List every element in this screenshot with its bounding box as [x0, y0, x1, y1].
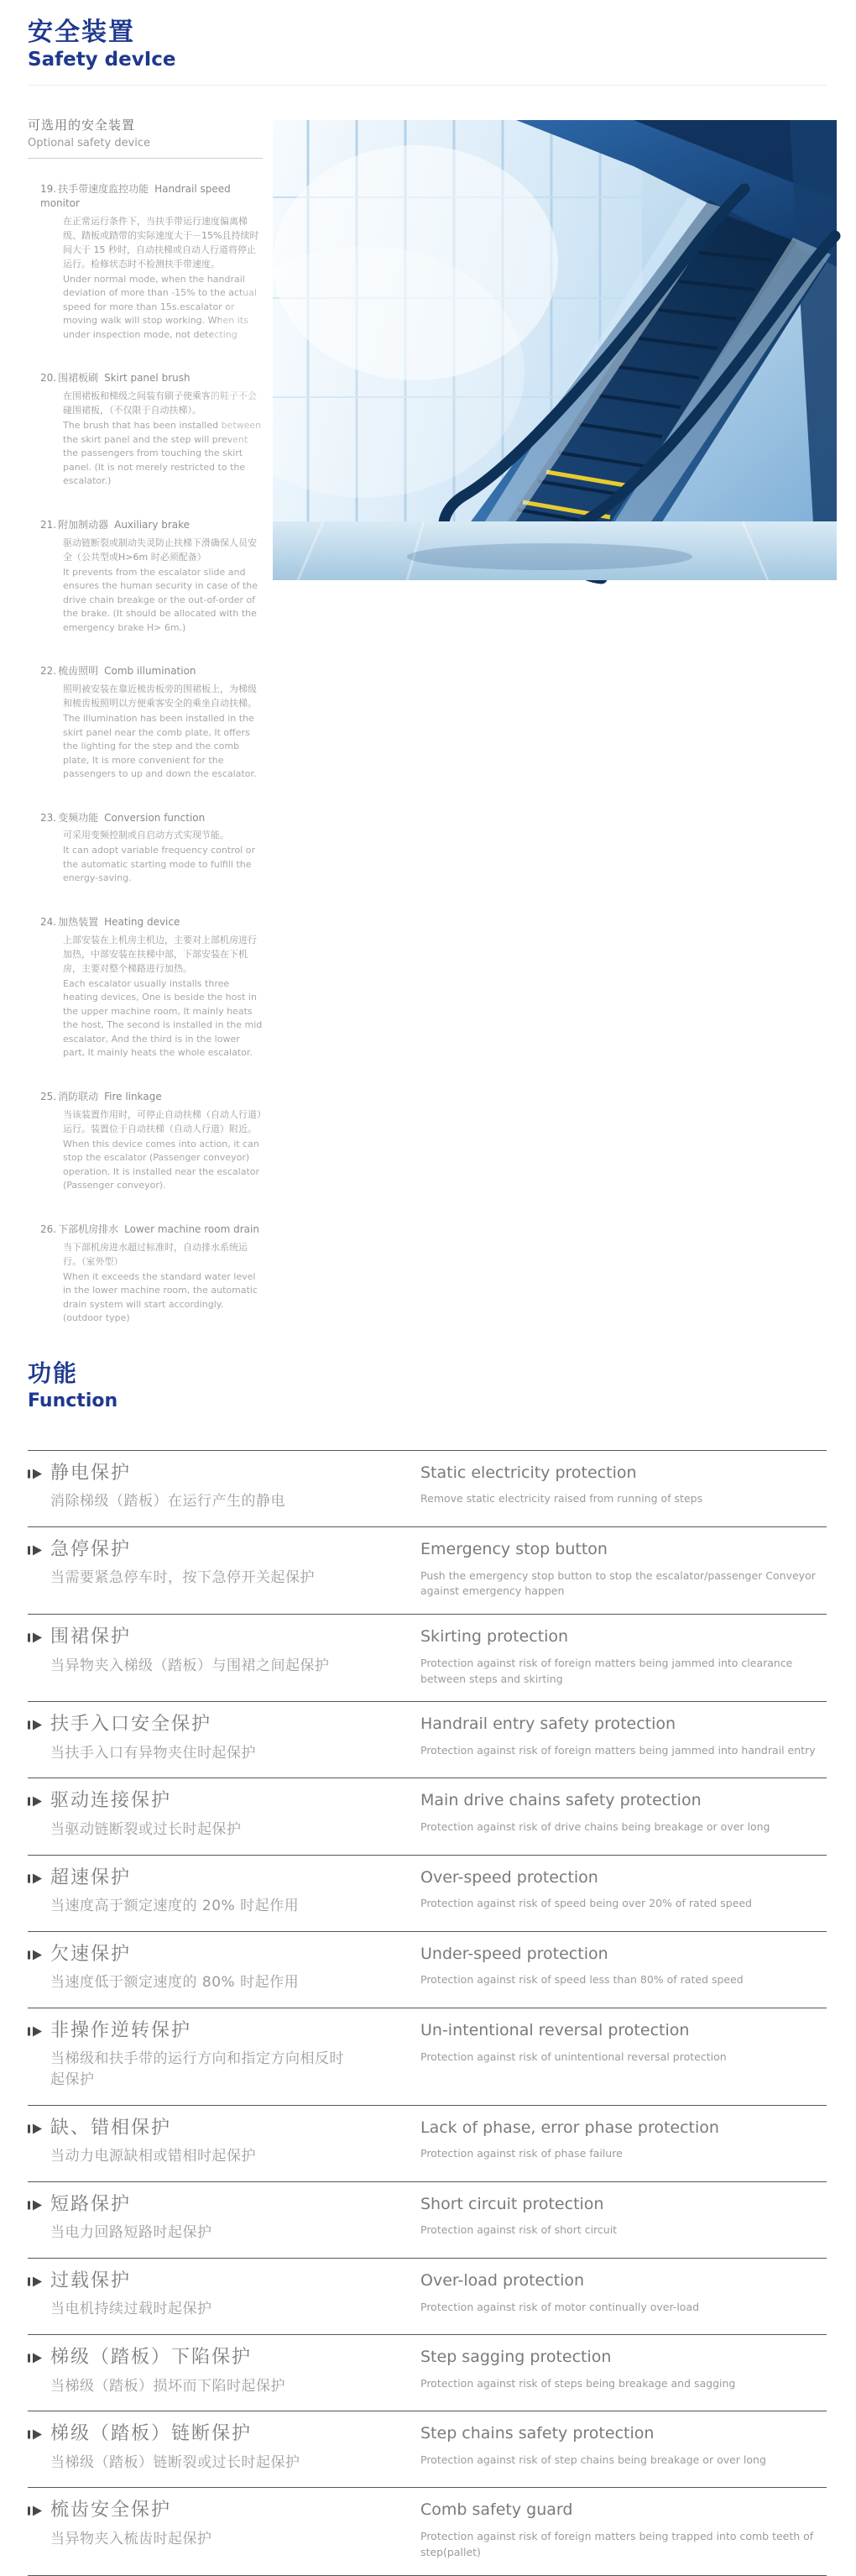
- device-title: [40, 664, 263, 678]
- device-desc-cn: 可采用变频控制或自启动方式实现节能。: [63, 830, 229, 841]
- function-name-cn: 梯级（踏板）链断保护: [50, 2423, 253, 2445]
- function-desc-cn: 当电力回路短路时起保护: [50, 2224, 212, 2242]
- table-row: [28, 2105, 827, 2181]
- device-number: 26.: [40, 1223, 57, 1235]
- table-row: [28, 1526, 827, 1614]
- row-english: [420, 2422, 827, 2469]
- device-number: 20.: [40, 372, 57, 385]
- function-name-en: Emergency stop button: [420, 1539, 608, 1558]
- list-item: [28, 915, 263, 1060]
- device-title-en: Conversion function: [104, 811, 206, 824]
- function-desc-en: Protection against risk of foreign matters being jammed into clearance between steps and skirting: [420, 1656, 793, 1685]
- row-english: [420, 1538, 827, 1600]
- function-desc-cn: 当速度高于额定速度的 20% 时起作用: [50, 1898, 300, 1915]
- list-item: [28, 664, 263, 781]
- device-title-en: Lower machine room drain: [124, 1223, 259, 1235]
- device-title: [40, 915, 263, 929]
- device-desc-cn: 在正常运行条件下，当扶手带运行速度偏离梯级、踏板或踏带的实际速度大于－15%且持续时间大于 15 秒时，自动扶梯或自动人行道将停止运行。检修状态时不检测扶手带速度。: [63, 215, 259, 270]
- function-desc-cn: 当梯级（踏板）链断裂或过长时起保护: [50, 2453, 300, 2471]
- table-row: [28, 2008, 827, 2105]
- device-number: 22.: [40, 665, 57, 678]
- device-title-en: Skirt panel brush: [104, 372, 191, 385]
- play-arrow-icon: [28, 1949, 42, 1961]
- row-english: [420, 1713, 827, 1759]
- page-title: 安全装置: [28, 18, 135, 47]
- table-row: [28, 1778, 827, 1854]
- function-name-en: Short circuit protection: [420, 2194, 604, 2213]
- device-desc-en: The brush that has been installed between the skirt panel and the step will prevent the passengers from touching the skirt panel. (It is not merely restricted to the escalator.): [63, 420, 262, 487]
- play-arrow-icon: [28, 2275, 42, 2288]
- function-desc-cn: 当电机持续过载时起保护: [50, 2301, 212, 2318]
- play-arrow-icon: [28, 1795, 42, 1808]
- function-desc-en: Protection against risk of speed less than 80% of rated speed: [420, 1973, 744, 1987]
- table-row: [28, 1701, 827, 1778]
- device-title-cn: 下部机房排水: [58, 1223, 119, 1235]
- function-desc-en: Remove static electricity raised from running of steps: [420, 1492, 703, 1505]
- play-arrow-icon: [28, 1631, 42, 1644]
- row-english: [420, 2499, 827, 2560]
- row-chinese: [28, 2270, 420, 2320]
- function-desc-cn: 当驱动链断裂或过长时起保护: [50, 1820, 242, 1838]
- row-english: [420, 2270, 827, 2316]
- function-title-english: Function: [28, 1390, 118, 1411]
- function-name-en: Static electricity protection: [420, 1463, 637, 1482]
- function-desc-cn: 当梯级（踏板）损坏而下陷时起保护: [50, 2377, 285, 2395]
- device-number: 25.: [40, 1090, 57, 1102]
- function-name-cn: 围裙保护: [50, 1626, 132, 1647]
- function-desc-en: Protection against risk of foreign matters being jammed into handrail entry: [420, 1744, 816, 1757]
- function-name-cn: 静电保护: [50, 1462, 132, 1484]
- function-name-en: Comb safety guard: [420, 2500, 573, 2520]
- device-title: [40, 1223, 263, 1237]
- function-name-en: Step chains safety protection: [420, 2424, 655, 2443]
- device-desc-cn: 当下部机房进水超过标准时，自动排水系统运行。（室外型）: [63, 1241, 248, 1267]
- function-desc-en: Protection against risk of steps being breakage and sagging: [420, 2376, 736, 2390]
- device-title: [40, 518, 263, 532]
- device-title-cn: 梳齿照明: [58, 665, 99, 678]
- function-desc-cn: 当需要紧急停车时，按下急停开关起保护: [50, 1569, 315, 1587]
- row-chinese: [28, 2193, 420, 2244]
- function-desc-cn: 消除梯级（踏板）在运行产生的静电: [50, 1493, 285, 1511]
- table-row: [28, 2487, 827, 2574]
- row-english: [420, 2193, 827, 2239]
- play-arrow-icon: [28, 2428, 42, 2441]
- function-name-en: Un-intentional reversal protection: [420, 2020, 690, 2039]
- row-english: [420, 2019, 827, 2066]
- section-subtitle-english: Optional safety device: [28, 137, 151, 150]
- row-chinese: [28, 1462, 420, 1512]
- device-desc-en: Each escalator usually installs three heating devices, One is beside the host in the upper machine room, It mainly heats the host, The second is installed in the mid escalator, And the third is in the lower part, It mainly heats the whole escalator.: [63, 977, 263, 1059]
- device-title-cn: 消防联动: [58, 1090, 99, 1102]
- section-subtitle: 可选用的安全装置: [28, 118, 136, 134]
- function-desc-en: Protection against risk of speed being over 20% of rated speed: [420, 1897, 752, 1910]
- function-name-cn: 过载保护: [50, 2270, 132, 2291]
- table-row: [28, 2181, 827, 2258]
- function-name-en: Step sagging protection: [420, 2348, 612, 2367]
- device-title-cn: 围裙板刷: [58, 372, 99, 385]
- table-row: [28, 1855, 827, 1931]
- device-title: [40, 182, 263, 211]
- play-arrow-icon: [28, 1719, 42, 1731]
- device-body: [63, 933, 263, 1060]
- table-row: [28, 1450, 827, 1526]
- function-desc-cn: 当梯级和扶手带的运行方向和指定方向相反时起保护: [50, 2050, 344, 2088]
- device-desc-cn: 当该装置作用时，可停止自动扶梯（自动人行道）运行。装置位于自动扶梯（自动人行道）附近。: [63, 1108, 262, 1134]
- row-english: [420, 2346, 827, 2392]
- row-chinese: [28, 1789, 420, 1840]
- row-chinese: [28, 2019, 420, 2091]
- device-title: [40, 1090, 263, 1104]
- table-row: [28, 1931, 827, 2008]
- function-name-en: Lack of phase, error phase protection: [420, 2118, 719, 2137]
- row-english: [420, 1943, 827, 1989]
- table-row: [28, 1614, 827, 1701]
- device-body: [63, 536, 263, 636]
- list-item: [28, 518, 263, 635]
- subtitle-divider: [28, 158, 263, 159]
- row-chinese: [28, 2346, 420, 2396]
- list-item: [28, 1223, 263, 1326]
- function-name-cn: 欠速保护: [50, 1943, 132, 1965]
- device-desc-en: It can adopt variable frequency control or the automatic starting mode to fulfill the energy-saving.: [63, 845, 255, 884]
- device-title-cn: 附加制动器: [58, 518, 109, 531]
- function-name-cn: 梯级（踏板）下陷保护: [50, 2347, 253, 2369]
- function-name-cn: 超速保护: [50, 1867, 132, 1888]
- device-desc-cn: 上部安装在上机房主机边，主要对上部机房进行加热，中部安装在扶梯中部，下部安装在下机房，主要对整个梯路进行加热。: [63, 934, 257, 974]
- function-desc-en: Protection against risk of short circuit: [420, 2223, 618, 2237]
- device-desc-en: It prevents from the escalator slide and ensures the human security in case of the drive chain breakge or the out-of-order of the brake. (It should be allocated with the emergency brake H> 6m.): [63, 566, 258, 633]
- function-desc-en: Protection against risk of step chains being breakage or over long: [420, 2453, 766, 2466]
- function-name-en: Over-load protection: [420, 2270, 585, 2290]
- device-title-en: Comb illumination: [104, 665, 196, 678]
- page-title-english: Safety devIce: [28, 48, 176, 71]
- play-arrow-icon: [28, 1872, 42, 1885]
- device-desc-en: The illumination has been installed in the skirt panel near the comb plate, It offers the lighting for the step and the comb plate, It is more convenient for the passengers to up and down the escalator.: [63, 713, 257, 780]
- device-desc-cn: 在围裙板和梯级之间装有刷子使乘客的鞋子不会碰围裙板，（不仅限于自动扶梯）。: [63, 390, 257, 416]
- row-chinese: [28, 2117, 420, 2167]
- device-title-en: Handrail speed monitor: [40, 183, 231, 209]
- row-english: [420, 1626, 827, 1687]
- row-chinese: [28, 2422, 420, 2473]
- row-chinese: [28, 1943, 420, 1993]
- device-title-en: Auxiliary brake: [114, 518, 191, 531]
- device-number: 19.: [40, 183, 57, 196]
- row-english: [420, 1789, 827, 1835]
- play-arrow-icon: [28, 2199, 42, 2212]
- function-desc-en: Push the emergency stop button to stop the escalator/passenger Conveyor against emergency happen: [420, 1568, 816, 1598]
- function-desc-en: Protection against risk of unintentional reversal protection: [420, 2050, 727, 2063]
- function-desc-en: Protection against risk of foreign matters being trapped into comb teeth of step(pallet): [420, 2530, 814, 2558]
- function-name-en: Skirting protection: [420, 1627, 569, 1646]
- function-desc-cn: 当动力电源缺相或错相时起保护: [50, 2148, 256, 2165]
- function-desc-cn: 当速度低于额定速度的 80% 时起作用: [50, 1974, 300, 1992]
- device-number: 21.: [40, 518, 57, 531]
- device-title-cn: 扶手带速度监控功能: [58, 183, 149, 196]
- function-desc-en: Protection against risk of motor continually over-load: [420, 2300, 700, 2313]
- row-english: [420, 2117, 827, 2163]
- function-name-cn: 缺、错相保护: [50, 2117, 172, 2139]
- device-number: 23.: [40, 811, 57, 824]
- device-desc-en: When it exceeds the standard water level in the lower machine room, the automatic drain system will start accordingly.(outdoor type): [63, 1270, 258, 1324]
- device-body: [63, 1240, 263, 1326]
- function-table: [28, 1450, 827, 2576]
- function-title: 功能: [28, 1359, 79, 1387]
- row-english: [420, 1462, 827, 1508]
- function-name-cn: 驱动连接保护: [50, 1790, 172, 1812]
- function-name-cn: 梳齿安全保护: [50, 2500, 172, 2521]
- device-title-en: Heating device: [104, 915, 180, 928]
- row-english: [420, 1867, 827, 1913]
- function-name-cn: 短路保护: [50, 2193, 132, 2215]
- row-chinese: [28, 1867, 420, 1917]
- device-title-cn: 变频功能: [58, 811, 99, 824]
- play-arrow-icon: [28, 2505, 42, 2517]
- function-name-en: Handrail entry safety protection: [420, 1715, 676, 1734]
- table-row: [28, 2334, 827, 2411]
- function-name-cn: 非操作逆转保护: [50, 2019, 192, 2041]
- function-section: [28, 1355, 827, 2576]
- function-name-en: Under-speed protection: [420, 1944, 608, 1963]
- function-desc-cn: 当异物夹入梯级（踏板）与围裙之间起保护: [50, 1657, 330, 1674]
- device-number: 24.: [40, 915, 57, 928]
- table-row: [28, 2258, 827, 2334]
- table-row: [28, 2411, 827, 2487]
- row-chinese: [28, 1626, 420, 1676]
- function-desc-cn: 当异物夹入梳齿时起保护: [50, 2530, 212, 2547]
- escalator-photo: [273, 120, 837, 580]
- function-name-en: Over-speed protection: [420, 1867, 598, 1887]
- device-body: [63, 1107, 263, 1193]
- function-desc-en: Protection against risk of drive chains being breakage or over long: [420, 1820, 770, 1834]
- device-desc-cn: 照明被安装在靠近梳齿板旁的围裙板上，为梯级和梳齿板照明以方便乘客安全的乘坐自动扶梯。: [63, 683, 257, 709]
- device-body: [63, 682, 263, 782]
- play-arrow-icon: [28, 2123, 42, 2135]
- device-desc-en: When this device comes into action, it can stop the escalator (Passenger conveyor) operation. It is installed near the escalator (Passenger conveyor).: [63, 1138, 260, 1191]
- play-arrow-icon: [28, 1468, 42, 1480]
- optional-safety-section: [28, 116, 827, 1326]
- escalator-photo-art: [273, 120, 837, 580]
- header-divider: [28, 85, 827, 86]
- device-body: [63, 828, 263, 886]
- row-chinese: [28, 1538, 420, 1589]
- row-chinese: [28, 2499, 420, 2549]
- function-name-cn: 急停保护: [50, 1538, 132, 1560]
- function-name-en: Main drive chains safety protection: [420, 1791, 702, 1810]
- device-title-cn: 加热装置: [58, 915, 99, 928]
- device-title: [40, 811, 263, 825]
- play-arrow-icon: [28, 2025, 42, 2038]
- device-title-en: Fire linkage: [104, 1090, 162, 1102]
- function-name-cn: 扶手入口安全保护: [50, 1714, 212, 1736]
- list-item: [28, 811, 263, 886]
- page-header: [28, 18, 827, 86]
- device-desc-cn: 驱动链断裂或制动失灵防止扶梯下滑确保人员安全（公共型或H>6m 时必须配备）: [63, 537, 257, 563]
- device-desc-en: Under normal mode, when the handrail deviation of more than -15% to the actual speed for more than 15s.escalator or moving walk will stop working. When its under inspection mode, not detecting: [63, 273, 258, 340]
- play-arrow-icon: [28, 2352, 42, 2364]
- function-desc-cn: 当扶手入口有异物夹住时起保护: [50, 1744, 256, 1762]
- function-desc-en: Protection against risk of phase failure: [420, 2147, 623, 2160]
- play-arrow-icon: [28, 1544, 42, 1557]
- list-item: [28, 1090, 263, 1193]
- row-chinese: [28, 1713, 420, 1763]
